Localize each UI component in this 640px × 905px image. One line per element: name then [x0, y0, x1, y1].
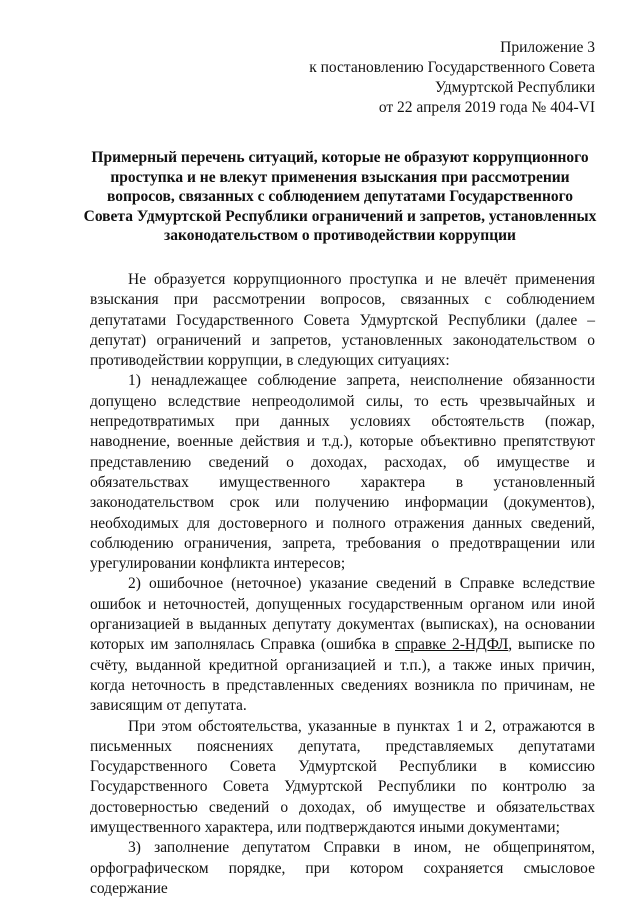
title-line: Примерный перечень ситуаций, которые не образуют коррупционного [91, 149, 589, 166]
item-2-paragraph [90, 574, 595, 716]
item-3-paragraph: 3) заполнение депутатом Справки в ином, не общепринятом, орфографическом порядке, при котором сохраняется смысловое содержание [90, 839, 595, 897]
appendix-header [309, 38, 595, 118]
title-line: вопросов, связанных с соблюдением депутатами Государственного [106, 188, 574, 205]
item-2-text-end: , выписке по счёту, выданной кредитной организацией и т.п.), а также иных причин, когда неточность в представленных сведениях возникла по причинам, не зависящим от депутата. [90, 636, 595, 715]
document-body [90, 270, 595, 899]
intro-paragraph: Не образуется коррупционного проступка и не влечёт применения взыскания при рассмотрении вопросов, связанных с соблюдением депутатами Государственного Совета Удмуртской Республики (далее – депутат) ограничений и запретов, установленных законодательством о противодействии коррупции, в следующих ситуациях: [90, 271, 595, 370]
item-1-paragraph: 1) ненадлежащее соблюдение запрета, неисполнение обязанности допущено вследствие непреодолимой силы, то есть чрезвычайных и непредотвратимых при данных условиях обстоятельств (пожар, наводнение, военные действия и т.д.), которые объективно препятствуют представлению сведений о доходах, расходах, об имуществе и обязательствах имущественного характера в установленный законодательством срок или получению информации (документов), необходимых для достоверного и полного отражения данных сведений, соблюдению ограничения, запрета, требования о предотвращении или урегулировании конфликта интересов; [90, 372, 595, 573]
appendix-resolution: к постановлению Государственного Совета [309, 59, 595, 76]
ndfl-reference-link[interactable]: справке 2-НДФЛ [395, 636, 509, 654]
appendix-republic: Удмуртской Республики [434, 79, 595, 96]
title-line: проступка и не влекут применения взыскания при рассмотрении [110, 168, 570, 186]
item-2-text-start: 2) ошибочное (неточное) указание сведений в Справке вследствие ошибок и неточностей, допущенных государственным органом или иной организацией в выданных депутату документах (выписках), на основании которых им заполнялась Справка (ошибка в [90, 575, 595, 654]
appendix-date: от 22 апреля 2019 года № 404-VI [378, 99, 595, 116]
document-title [80, 148, 600, 246]
appendix-number: Приложение 3 [500, 39, 595, 56]
title-line: Совета Удмуртской Республики ограничений и запретов, установленных [83, 207, 597, 225]
note-paragraph: При этом обстоятельства, указанные в пунктах 1 и 2, отражаются в письменных пояснениях депутата, представляемых депутатами Государственного Совета Удмуртской Республики в комиссию Государственного Совета Удмуртской Республики по контролю за достоверностью сведений о доходах, об имуществе и обязательствах имущественного характера, или подтверждаются иными документами; [90, 717, 595, 837]
title-line: законодательством о противодействии коррупции [164, 227, 516, 244]
